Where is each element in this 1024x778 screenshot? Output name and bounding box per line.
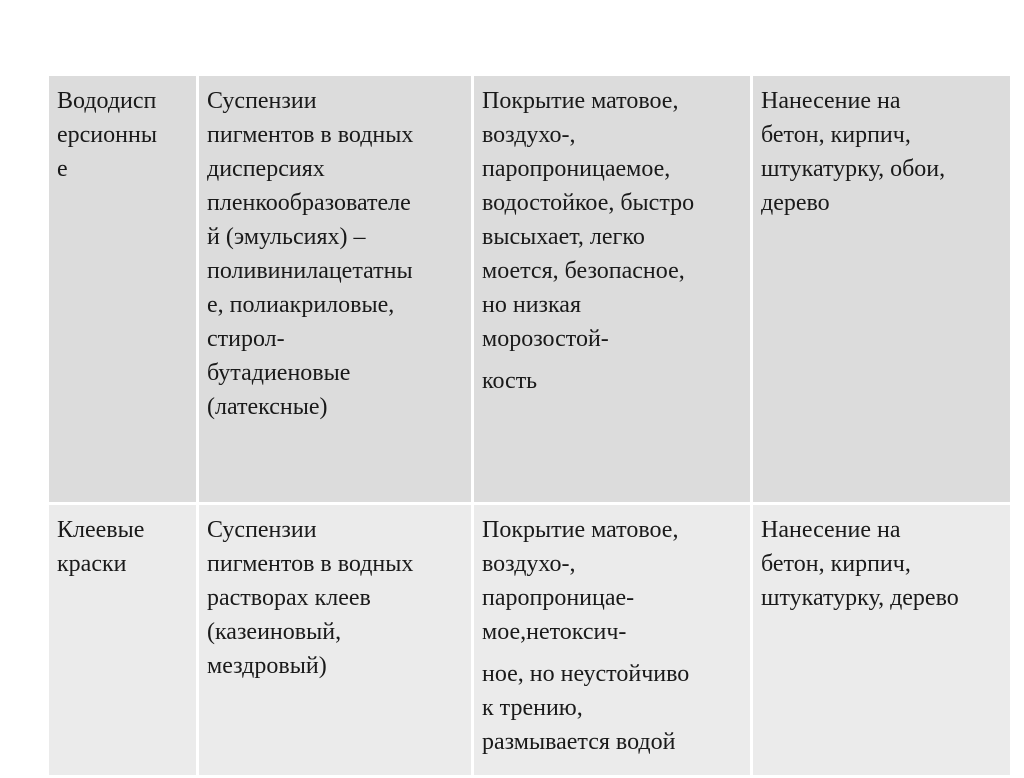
- cell-text: моется, безопасное,: [482, 258, 685, 284]
- cell-text: е: [57, 156, 68, 182]
- cell-text: размывается водой: [482, 729, 676, 755]
- cell-text: (латексные): [207, 394, 328, 420]
- composition-cell: [199, 505, 474, 778]
- cell-text: кость: [482, 368, 538, 394]
- cell-text: мое,нетоксич-: [482, 619, 627, 645]
- cell-text: пигментов в водных: [207, 122, 414, 148]
- properties-cell: [474, 505, 753, 778]
- table-row: [49, 505, 1010, 778]
- cell-text: ерсионны: [57, 122, 157, 148]
- composition-cell: [199, 76, 474, 505]
- cell-text: бетон, кирпич,: [761, 122, 911, 148]
- application-cell: [753, 76, 1010, 505]
- cell-text: бетон, кирпич,: [761, 551, 911, 577]
- paint-type-cell: [49, 76, 199, 505]
- cell-text: пигментов в водных: [207, 551, 414, 577]
- cell-text: штукатурку, обои,: [761, 156, 946, 182]
- properties-cell: [474, 76, 753, 505]
- paint-type-cell: [49, 505, 199, 778]
- cell-text: дерево: [761, 190, 830, 216]
- cell-text: пленкообразователе: [207, 190, 411, 216]
- cell-text: высыхает, легко: [482, 224, 645, 250]
- cell-text: Покрытие матовое,: [482, 88, 679, 114]
- cell-text: штукатурку, дерево: [761, 585, 959, 611]
- cell-text: Нанесение на: [761, 517, 901, 543]
- cell-text: водостойкое, быстро: [482, 190, 695, 216]
- cell-text: ное, но неустойчиво: [482, 661, 690, 687]
- cell-text: к трению,: [482, 695, 583, 721]
- cell-text: бутадиеновые: [207, 360, 351, 386]
- cell-text: мездровый): [207, 653, 327, 679]
- cell-text: Суспензии: [207, 88, 317, 114]
- cell-text: воздухо-,: [482, 551, 576, 577]
- cell-text: дисперсиях: [207, 156, 325, 182]
- cell-text: растворах клеев: [207, 585, 371, 611]
- cell-text: Суспензии: [207, 517, 317, 543]
- table-row: [49, 76, 1010, 505]
- cell-text: (казеиновый,: [207, 619, 342, 645]
- cell-text: морозостой-: [482, 326, 609, 352]
- cell-text: поливинилацетатны: [207, 258, 413, 284]
- cell-text: но низкая: [482, 292, 581, 318]
- cell-text: Нанесение на: [761, 88, 901, 114]
- application-cell: [753, 505, 1010, 778]
- cell-text: краски: [57, 551, 127, 577]
- cell-text: Покрытие матовое,: [482, 517, 679, 543]
- cell-text: е, полиакриловые,: [207, 292, 395, 318]
- cell-text: воздухо-,: [482, 122, 576, 148]
- cell-text: паропроницаемое,: [482, 156, 671, 182]
- paint-types-table: [49, 76, 1010, 778]
- cell-text: паропроницае-: [482, 585, 635, 611]
- cell-text: й (эмульсиях) –: [207, 224, 366, 250]
- cell-text: Клеевые: [57, 517, 145, 543]
- cell-text: стирол-: [207, 326, 285, 352]
- cell-text: Вододисп: [57, 88, 157, 114]
